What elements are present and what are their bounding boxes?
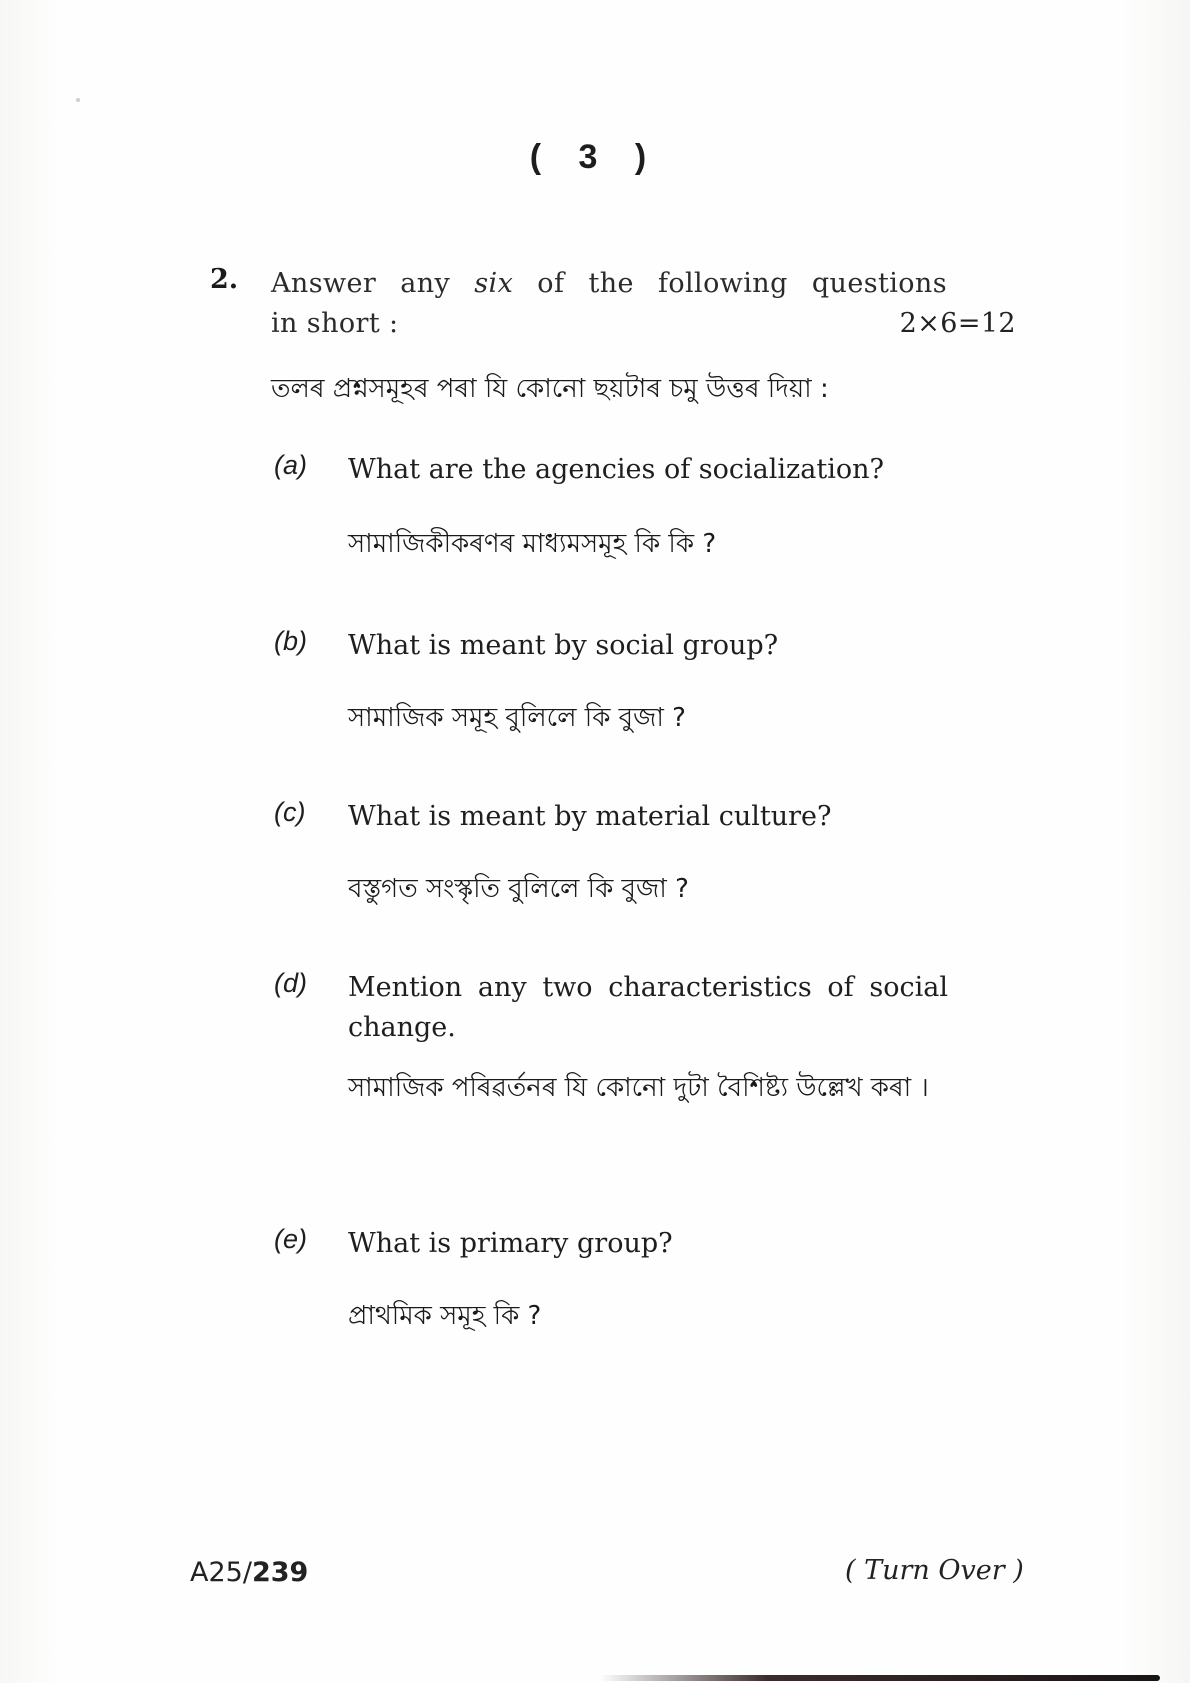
page-number: ( 3 )	[529, 138, 661, 176]
sub-question-assamese: প্ৰাথমিক সমূহ কি ?	[348, 1301, 542, 1331]
sub-question-assamese: সামাজিক পৰিৱৰ্তনৰ যি কোনো দুটা বৈশিষ্ট্য উল্লেখ কৰা ।	[348, 1073, 929, 1103]
sub-question-english: What is primary group?	[348, 1228, 673, 1259]
marks-allocation: 2×6=12	[899, 308, 1016, 339]
turn-over-note: ( Turn Over )	[845, 1555, 1024, 1586]
paper-code-prefix: A25/	[190, 1557, 252, 1588]
sub-question-label: (b)	[274, 626, 307, 656]
instruction-word: Answer	[271, 268, 377, 299]
sub-question-label: (d)	[274, 968, 307, 998]
question-instruction-assamese: তলৰ প্ৰশ্নসমূহৰ পৰা যি কোনো ছয়টাৰ চমু উত্তৰ দিয়া :	[271, 374, 829, 404]
question-number: 2.	[210, 264, 239, 295]
instruction-line-2	[271, 304, 1016, 344]
scan-shadow-edge	[600, 1675, 1160, 1681]
sub-question-label: (c)	[274, 797, 306, 827]
sub-question-english: What is meant by material culture?	[348, 801, 832, 832]
scan-speck	[76, 98, 80, 102]
instruction-line-1	[271, 264, 947, 304]
sub-question-assamese: সামাজিকীকৰণৰ মাধ্যমসমূহ কি কি ?	[348, 529, 717, 559]
instruction-word: the	[588, 268, 634, 299]
sub-question-label: (e)	[274, 1224, 307, 1254]
instruction-word-emphasis: six	[474, 268, 514, 299]
sub-question-e	[274, 1224, 954, 1334]
instruction-word: any	[400, 268, 451, 299]
sub-question-a	[274, 450, 954, 560]
paper-code	[190, 1557, 308, 1588]
instruction-word: following	[657, 268, 788, 299]
sub-question-b	[274, 626, 954, 736]
question-instruction-english	[271, 264, 1016, 344]
instruction-word: questions	[811, 268, 947, 299]
instruction-word: of	[537, 268, 565, 299]
sub-question-c	[274, 797, 954, 907]
sub-question-english: What are the agencies of socialization?	[348, 454, 884, 485]
sub-question-assamese: সামাজিক সমূহ বুলিলে কি বুজা ?	[348, 703, 686, 733]
sub-question-english: Mention any two characteristics of social change.	[348, 972, 948, 1043]
sub-question-d	[274, 968, 954, 1168]
paper-code-number: 239	[251, 1557, 309, 1588]
instruction-text: in short :	[271, 308, 399, 339]
sub-question-english: What is meant by social group?	[348, 630, 779, 661]
sub-question-label: (a)	[274, 450, 307, 480]
sub-question-assamese: বস্তুগত সংস্কৃতি বুলিলে কি বুজা ?	[348, 874, 689, 904]
